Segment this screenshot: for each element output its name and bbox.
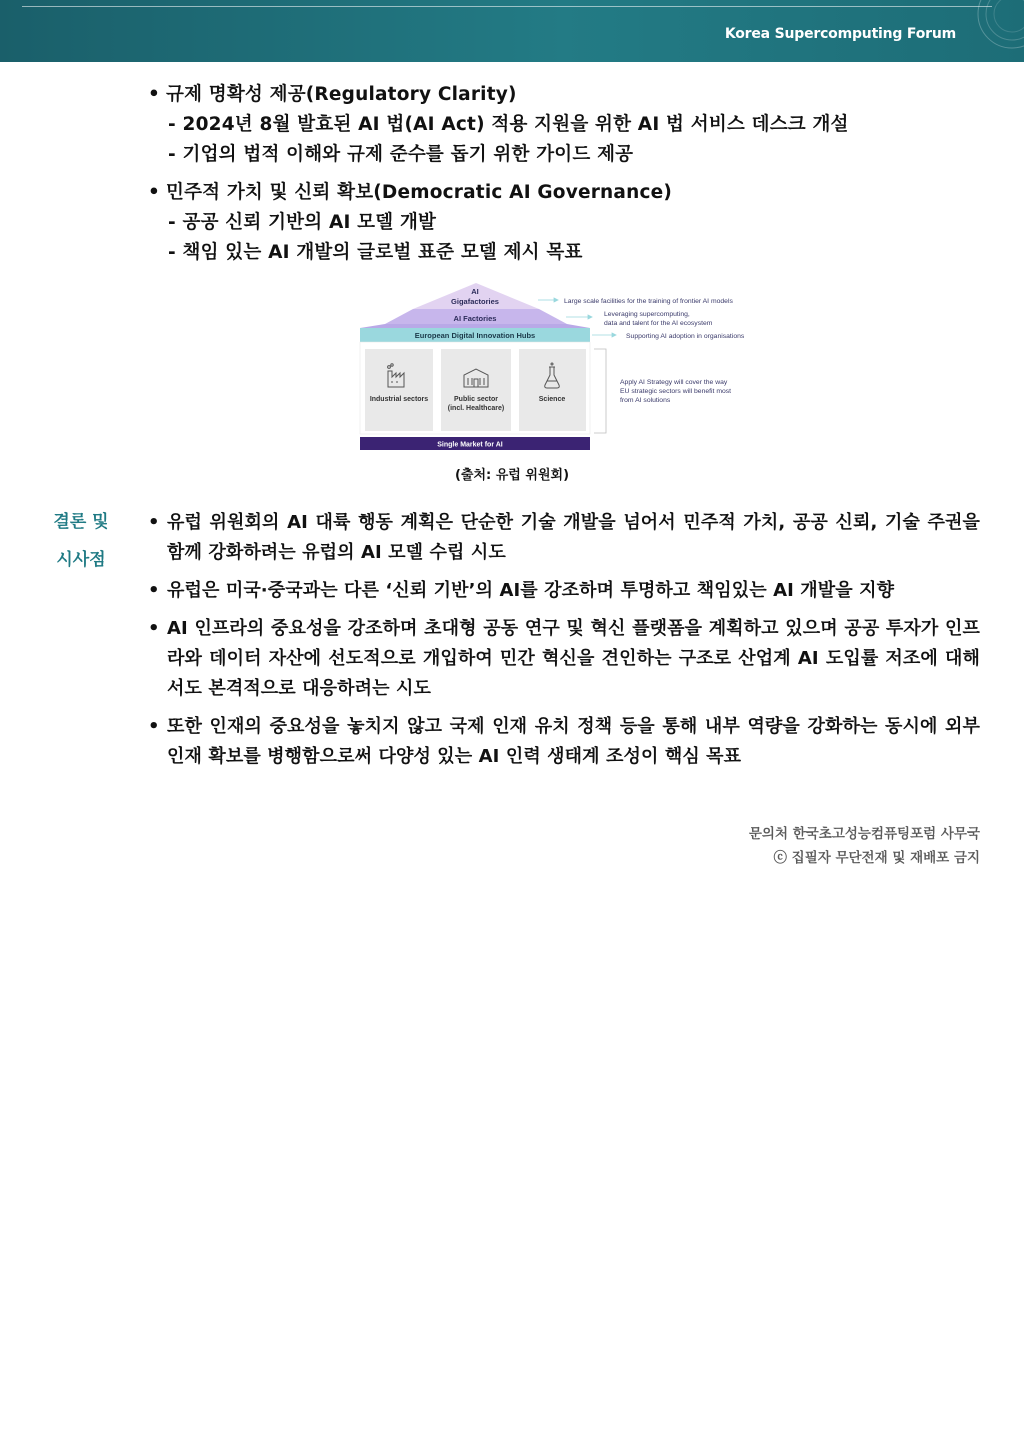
- list-item: [148, 614, 980, 704]
- pillar-industrial-label: Industrial sectors: [369, 396, 429, 403]
- pillar-public: [441, 349, 511, 431]
- note-gigafactories: Large scale facilities for the training of frontier AI models: [564, 298, 733, 305]
- pillar-public-label: Public sector: [454, 396, 498, 403]
- foundation-label: Single Market for AI: [437, 441, 503, 449]
- copyright-line: ⓒ 집필자 무단전재 및 재배포 금지: [773, 850, 980, 866]
- figure-caption: (출처: 유럽 위원회): [454, 468, 570, 483]
- bullet-dot: •: [148, 618, 160, 639]
- bullet-group-governance: [148, 178, 983, 268]
- sub-item: - 기업의 법적 이해와 규제 준수를 돕기 위한 가이드 제공: [168, 144, 634, 165]
- bullet-dot: •: [148, 512, 160, 533]
- note-apply-ai-2: EU strategic sectors will benefit most: [620, 388, 732, 395]
- note-arrowhead-2: [588, 315, 592, 319]
- conclusion-list: [148, 508, 980, 780]
- note-factories-2: data and talent for the AI ecosystem: [604, 320, 713, 327]
- forum-brand: Korea Supercomputing Forum: [724, 26, 956, 42]
- sub-item: - 2024년 8월 발효된 AI 법(AI Act) 적용 지원을 위한 AI 법 서비스 데스크 개설: [168, 114, 849, 135]
- note-arrowhead-3: [612, 333, 616, 337]
- conclusion-label: [40, 503, 122, 579]
- note-apply-ai-3: from AI solutions: [620, 397, 671, 404]
- sub-item: - 책임 있는 AI 개발의 글로벌 표준 모델 제시 목표: [168, 242, 583, 263]
- bullet-dot: •: [148, 580, 160, 601]
- bullet-title-text: 규제 명확성 제공(Regulatory Clarity): [166, 84, 517, 105]
- conclusion-label-line2: 시사점: [56, 550, 106, 570]
- roof-top-label-2: Gigafactories: [451, 297, 499, 306]
- conclusion-text: 유럽 위원회의 AI 대륙 행동 계획은 단순한 기술 개발을 넘어서 민주적 가치, 공공 신뢰, 기술 주권을 함께 강화하려는 유럽의 AI 모델 수립 시도: [167, 512, 980, 563]
- sub-item: - 공공 신뢰 기반의 AI 모델 개발: [168, 212, 437, 233]
- contact-line: 문의처 한국초고성능컴퓨팅포럼 사무국: [748, 826, 980, 842]
- header-rule: [22, 6, 992, 7]
- list-item: [148, 712, 980, 772]
- conclusion-text: 또한 인재의 중요성을 놓치지 않고 국제 인재 유치 정책 등을 통해 내부 역량을 강화하는 동시에 외부 인재 확보를 병행함으로써 다양성 있는 AI 인력 생태계 조성이 핵심 목표: [167, 716, 980, 767]
- pillar-industrial: [365, 349, 433, 431]
- sector-bracket: [594, 349, 606, 433]
- list-item: [148, 508, 980, 568]
- bullet-dot: •: [148, 182, 161, 203]
- roof-mid-label: AI Factories: [453, 314, 497, 323]
- bullet-dot: •: [148, 716, 160, 737]
- note-apply-ai-1: Apply AI Strategy will cover the way: [620, 379, 728, 386]
- roof-edge-shape: [360, 324, 590, 328]
- bullet-title-text: 민주적 가치 및 신뢰 확보(Democratic AI Governance): [166, 182, 673, 203]
- note-factories-1: Leveraging supercomputing,: [604, 311, 690, 318]
- bullet-title: [148, 178, 983, 208]
- list-item: [148, 576, 980, 606]
- conclusion-text: AI 인프라의 중요성을 강조하며 초대형 공동 연구 및 혁신 플랫폼을 계획하고 있으며 공공 투자가 인프라와 데이터 자산에 선도적으로 개입하여 민간 혁신을 견인하는 구조로 산업계 AI 도입률 저조에 대해서도 본격적으로 대응하려는 시도: [167, 618, 980, 699]
- note-edihs: Supporting AI adoption in organisations: [626, 333, 745, 340]
- page-header: [0, 0, 1024, 62]
- ai-continent-diagram: [358, 281, 778, 453]
- pillar-science: [519, 349, 586, 431]
- conclusion-text: 유럽은 미국·중국과는 다른 ‘신뢰 기반’의 AI를 강조하며 투명하고 책임있는 AI 개발을 지향: [167, 580, 895, 601]
- roof-top-label: AI: [471, 287, 479, 296]
- bullet-dot: •: [148, 84, 161, 105]
- conclusion-label-line1: 결론 및: [53, 512, 109, 532]
- bullet-title: [148, 80, 983, 110]
- bullet-group-regulatory: [148, 80, 983, 170]
- note-arrowhead-1: [554, 298, 558, 302]
- roof-base-label: European Digital Innovation Hubs: [414, 331, 536, 340]
- pillar-public-label-2: (incl. Healthcare): [447, 405, 505, 412]
- pillar-science-label: Science: [538, 396, 566, 403]
- contact-info: [749, 822, 980, 870]
